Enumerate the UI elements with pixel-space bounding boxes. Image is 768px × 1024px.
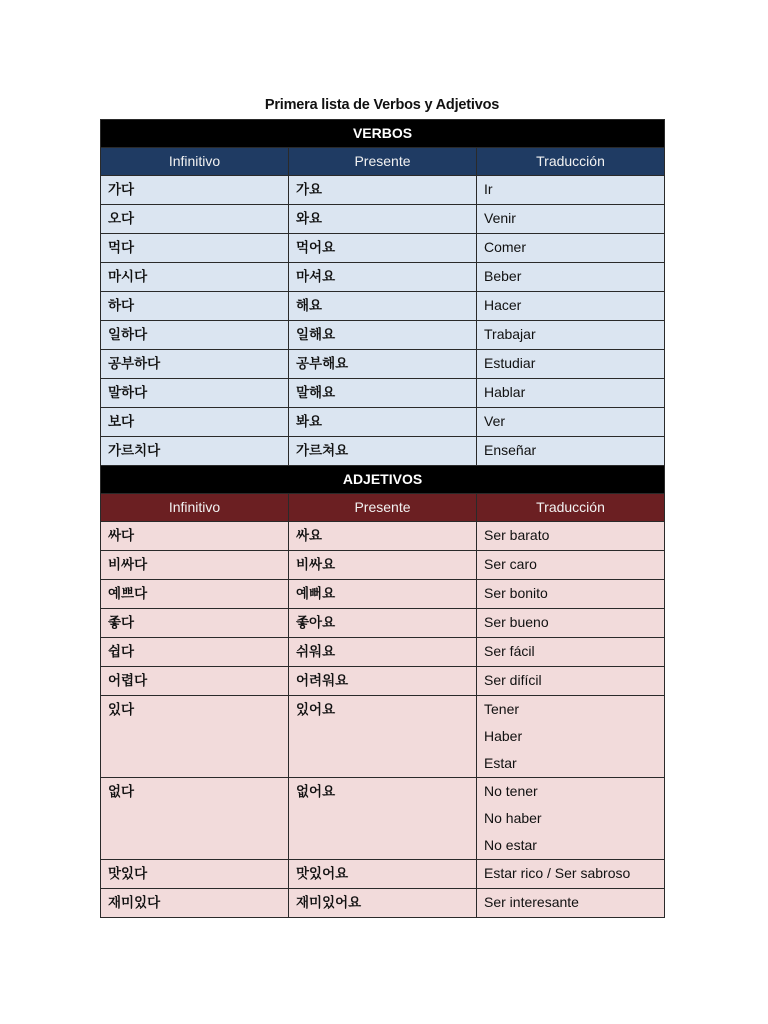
table-row (101, 205, 665, 234)
infinitive-cell (101, 263, 289, 292)
present-text: 좋아요 (296, 615, 336, 631)
infinitive-text: 있다 (108, 702, 135, 718)
translation-text: Ser interesante (484, 894, 579, 910)
present-text: 없어요 (296, 784, 336, 800)
translation-cell (477, 263, 665, 292)
present-text: 먹어요 (296, 240, 336, 256)
translation-text: No estar (484, 837, 537, 853)
translation-cell (477, 350, 665, 379)
adjectives-heading: ADJETIVOS (101, 466, 665, 494)
translation-cell (477, 609, 665, 638)
translation-text: Ser difícil (484, 672, 542, 688)
translation-text: Trabajar (484, 326, 536, 342)
infinitive-cell (101, 437, 289, 466)
table-row (101, 292, 665, 321)
table-row (101, 580, 665, 609)
translation-cell (477, 778, 665, 860)
present-cell (289, 580, 477, 609)
table-row (101, 696, 665, 778)
present-cell (289, 263, 477, 292)
translation-cell (477, 321, 665, 350)
present-cell (289, 860, 477, 889)
present-text: 예뻐요 (296, 586, 336, 602)
translation-cell (477, 696, 665, 778)
present-text: 비싸요 (296, 557, 336, 573)
infinitive-text: 재미있다 (108, 895, 161, 911)
infinitive-text: 싸다 (108, 528, 135, 544)
infinitive-cell (101, 176, 289, 205)
translation-text: Comer (484, 239, 527, 255)
vocabulary-table (100, 119, 665, 918)
infinitive-cell (101, 667, 289, 696)
table-row (101, 437, 665, 466)
infinitive-cell (101, 609, 289, 638)
present-cell (289, 551, 477, 580)
column-header-infinitive: Infinitivo (101, 148, 289, 176)
table-row (101, 350, 665, 379)
infinitive-cell (101, 551, 289, 580)
present-text: 쉬워요 (296, 644, 336, 660)
infinitive-text: 쉽다 (108, 644, 135, 660)
table-row (101, 551, 665, 580)
translation-text: Ser fácil (484, 643, 535, 659)
table-row (101, 408, 665, 437)
infinitive-cell (101, 778, 289, 860)
verbs-column-header-row (101, 148, 665, 176)
present-text: 해요 (296, 298, 323, 314)
present-cell (289, 408, 477, 437)
translation-text: Ser caro (484, 556, 537, 572)
translation-text: Hacer (484, 297, 522, 313)
verbs-section-header (101, 120, 665, 148)
infinitive-cell (101, 379, 289, 408)
translation-cell (477, 522, 665, 551)
table-row (101, 522, 665, 551)
adjectives-section-header (101, 466, 665, 494)
present-text: 가르쳐요 (296, 443, 349, 459)
translation-text: Estar rico / Ser sabroso (484, 865, 631, 881)
table-row (101, 321, 665, 350)
column-header-present: Presente (289, 148, 477, 176)
infinitive-text: 하다 (108, 298, 135, 314)
table-row (101, 860, 665, 889)
column-header-present: Presente (289, 494, 477, 522)
translation-text: Estar (484, 755, 517, 771)
table-row (101, 638, 665, 667)
translation-text: Ver (484, 413, 506, 429)
infinitive-cell (101, 408, 289, 437)
present-text: 공부해요 (296, 356, 349, 372)
infinitive-cell (101, 580, 289, 609)
present-cell (289, 321, 477, 350)
table-row (101, 379, 665, 408)
translation-cell (477, 205, 665, 234)
translation-cell (477, 408, 665, 437)
translation-text: Tener (484, 701, 520, 717)
infinitive-text: 없다 (108, 784, 135, 800)
translation-text: Ser barato (484, 527, 550, 543)
present-cell (289, 696, 477, 778)
infinitive-text: 보다 (108, 414, 135, 430)
table-row (101, 263, 665, 292)
present-cell (289, 609, 477, 638)
translation-cell (477, 379, 665, 408)
infinitive-text: 일하다 (108, 327, 148, 343)
infinitive-text: 말하다 (108, 385, 148, 401)
infinitive-cell (101, 292, 289, 321)
present-cell (289, 638, 477, 667)
translation-text: Enseñar (484, 442, 537, 458)
column-header-translation: Traducción (477, 494, 665, 522)
present-text: 마셔요 (296, 269, 336, 285)
translation-text: Venir (484, 210, 516, 226)
document-title: Primera lista de Verbos y Adjetivos (264, 97, 500, 113)
translation-text: Estudiar (484, 355, 536, 371)
translation-text: Ser bueno (484, 614, 549, 630)
translation-text: Beber (484, 268, 522, 284)
infinitive-cell (101, 321, 289, 350)
infinitive-cell (101, 696, 289, 778)
present-cell (289, 437, 477, 466)
infinitive-cell (101, 234, 289, 263)
table-row (101, 234, 665, 263)
translation-cell (477, 860, 665, 889)
translation-cell (477, 176, 665, 205)
infinitive-text: 예쁘다 (108, 586, 148, 602)
present-text: 가요 (296, 182, 323, 198)
infinitive-text: 좋다 (108, 615, 135, 631)
infinitive-cell (101, 638, 289, 667)
translation-cell (477, 580, 665, 609)
translation-cell (477, 551, 665, 580)
present-text: 있어요 (296, 702, 336, 718)
present-text: 와요 (296, 211, 323, 227)
infinitive-cell (101, 205, 289, 234)
present-cell (289, 176, 477, 205)
translation-cell (477, 889, 665, 918)
infinitive-text: 맛있다 (108, 866, 148, 882)
infinitive-text: 오다 (108, 211, 135, 227)
table-row (101, 889, 665, 918)
present-cell (289, 205, 477, 234)
present-cell (289, 234, 477, 263)
column-header-translation: Traducción (477, 148, 665, 176)
translation-cell (477, 234, 665, 263)
table-row (101, 609, 665, 638)
table-row (101, 667, 665, 696)
present-cell (289, 350, 477, 379)
infinitive-text: 마시다 (108, 269, 148, 285)
present-text: 어려워요 (296, 673, 349, 689)
translation-cell (477, 292, 665, 321)
present-cell (289, 778, 477, 860)
table-row (101, 176, 665, 205)
translation-text: No tener (484, 783, 538, 799)
translation-text: Ir (484, 181, 493, 197)
translation-text: No haber (484, 810, 542, 826)
translation-cell (477, 638, 665, 667)
present-text: 맛있어요 (296, 866, 349, 882)
present-cell (289, 889, 477, 918)
table-row (101, 778, 665, 860)
translation-text: Hablar (484, 384, 526, 400)
present-text: 재미있어요 (296, 895, 362, 911)
infinitive-text: 가다 (108, 182, 135, 198)
present-text: 봐요 (296, 414, 323, 430)
translation-text: Haber (484, 728, 523, 744)
present-text: 일해요 (296, 327, 336, 343)
translation-cell (477, 667, 665, 696)
present-cell (289, 379, 477, 408)
infinitive-text: 가르치다 (108, 443, 161, 459)
present-cell (289, 522, 477, 551)
present-cell (289, 667, 477, 696)
present-text: 말해요 (296, 385, 336, 401)
infinitive-cell (101, 522, 289, 551)
infinitive-cell (101, 350, 289, 379)
column-header-infinitive: Infinitivo (101, 494, 289, 522)
infinitive-cell (101, 889, 289, 918)
infinitive-text: 비싸다 (108, 557, 148, 573)
present-cell (289, 292, 477, 321)
adjectives-column-header-row (101, 494, 665, 522)
translation-cell (477, 437, 665, 466)
infinitive-text: 공부하다 (108, 356, 161, 372)
translation-text: Ser bonito (484, 585, 548, 601)
infinitive-text: 먹다 (108, 240, 135, 256)
present-text: 싸요 (296, 528, 323, 544)
infinitive-text: 어렵다 (108, 673, 148, 689)
infinitive-cell (101, 860, 289, 889)
verbs-heading: VERBOS (101, 120, 665, 148)
